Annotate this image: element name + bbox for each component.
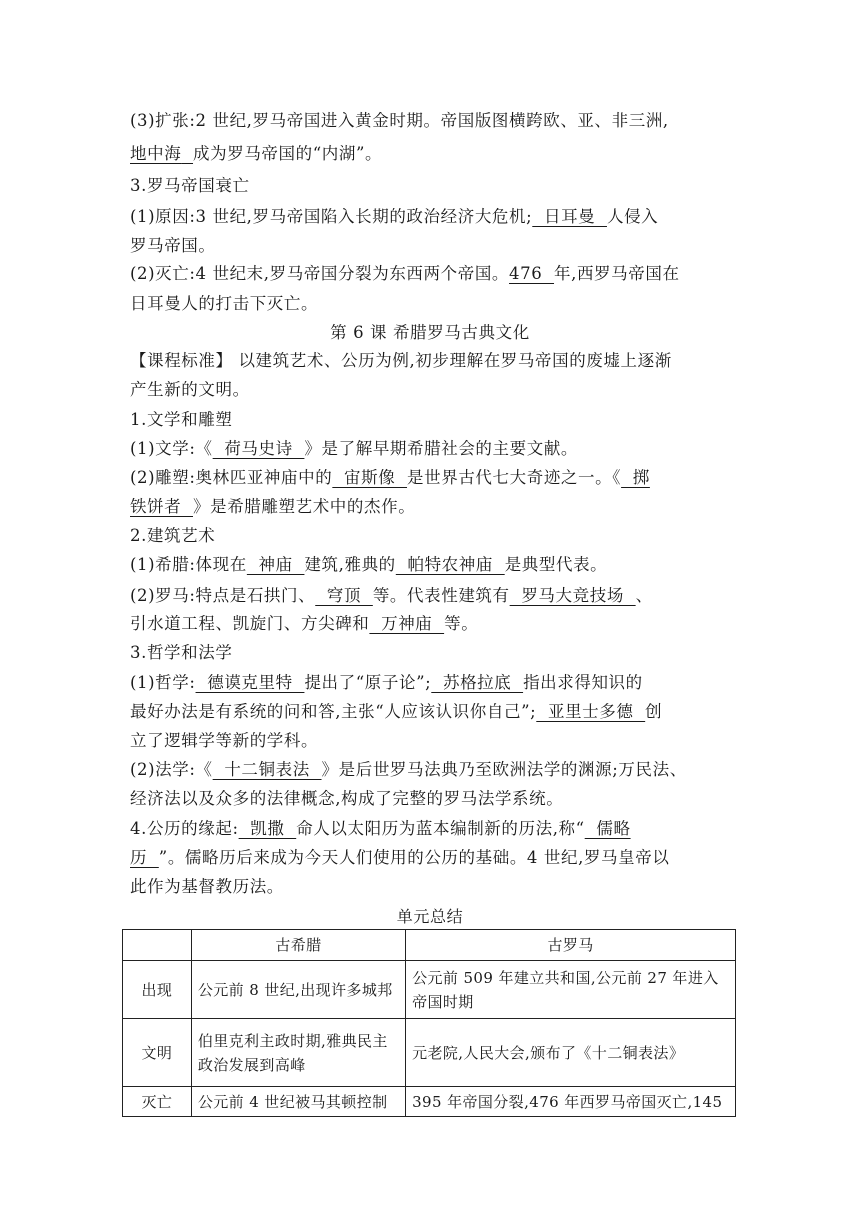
text-segment: 引水道工程、凯旋门、方尖碑和 <box>130 614 370 633</box>
text-segment: 经济法以及众多的法律概念,构成了完整的罗马法学系统。 <box>130 789 564 808</box>
text-segment: (1)希腊:体现在 <box>130 555 247 574</box>
text-line <box>130 817 740 841</box>
text-segment: 提出了“原子论”; <box>304 673 432 692</box>
text-segment: 产生新的文明。 <box>130 380 250 399</box>
text-segment: 最好办法是有系统的问和答,主张“人应该认识你自己”; <box>130 702 537 721</box>
answer-blank: 476 <box>509 264 555 283</box>
text-segment: 、 <box>635 586 653 605</box>
answer-blank: 十二铜表法 <box>212 760 322 779</box>
text-line <box>130 292 740 316</box>
row-label: 灭亡 <box>123 1087 192 1117</box>
text-segment: 等。 <box>444 614 479 633</box>
text-segment: 建筑,雅典的 <box>304 555 396 574</box>
text-segment: 》是后世罗马法典乃至欧洲法学的渊源;万民法、 <box>321 760 687 779</box>
text-line <box>130 174 740 198</box>
answer-blank: 穹顶 <box>315 586 373 605</box>
summary-header-row <box>123 930 736 961</box>
text-segment: (2)雕塑:奥林匹亚神庙中的 <box>130 468 333 487</box>
cell-greece: 公元前 4 世纪被马其顿控制 <box>191 1087 405 1117</box>
text-segment: 3.哲学和法学 <box>130 643 233 662</box>
answer-blank: 历 <box>130 848 159 867</box>
text-line <box>130 875 740 899</box>
text-segment: 命人以太阳历为蓝本编制新的历法,称“ <box>296 819 585 838</box>
text-segment: 日耳曼人的打击下灭亡。 <box>130 294 319 313</box>
text-line <box>130 437 740 461</box>
header-greece: 古希腊 <box>191 930 405 961</box>
text-segment: 人侵入 <box>606 207 659 226</box>
text-line <box>130 495 740 519</box>
text-segment: (1)哲学: <box>130 673 196 692</box>
text-segment: (2)灭亡:4 世纪末,罗马帝国分裂为东西两个帝国。 <box>130 264 510 283</box>
answer-blank: 荷马史诗 <box>212 439 305 458</box>
lesson-title <box>0 321 860 345</box>
answer-blank: 日耳曼 <box>532 207 607 226</box>
answer-blank <box>181 144 193 163</box>
cell-greece: 公元前 8 世纪,出现许多城邦 <box>191 961 405 1019</box>
text-line <box>130 729 740 753</box>
text-line <box>130 109 740 133</box>
text-segment: 3.罗马帝国衰亡 <box>130 176 250 195</box>
text-line <box>130 378 740 402</box>
text-segment: 4.公历的缘起: <box>130 819 239 838</box>
text-segment: 》是了解早期希腊社会的主要文献。 <box>304 439 579 458</box>
cell-rome: 元老院,人民大会,颁布了《十二铜表法》 <box>406 1019 736 1087</box>
answer-blank: 万神庙 <box>369 614 445 633</box>
answer-blank: 地中海 <box>130 144 182 163</box>
text-segment: 【课程标准】 以建筑艺术、公历为例,初步理解在罗马帝国的废墟上逐渐 <box>130 351 672 370</box>
text-segment: 立了逻辑学等新的学科。 <box>130 731 319 750</box>
answer-blank: 掷 <box>621 468 650 487</box>
text-line <box>130 262 740 286</box>
table-row <box>123 1019 736 1087</box>
text-segment: ”。儒略历后来成为今天人们使用的公历的基础。4 世纪,罗马皇帝以 <box>158 848 670 867</box>
text-segment: 罗马帝国。 <box>130 236 216 255</box>
text-segment: 》是希腊雕塑艺术中的杰作。 <box>193 497 416 516</box>
text-segment: 是世界古代七大奇迹之一。《 <box>407 468 622 487</box>
answer-blank: 罗马大竞技场 <box>509 586 636 605</box>
text-segment: 创 <box>645 702 663 721</box>
cell-greece: 伯里克利主政时期,雅典民主政治发展到高峰 <box>191 1019 405 1087</box>
text-segment: 成为罗马帝国的“内湖”。 <box>193 144 383 163</box>
text-segment: 年,西罗马帝国在 <box>554 264 680 283</box>
table-row <box>123 961 736 1019</box>
answer-blank: 铁饼者 <box>130 497 193 516</box>
summary-title: 单元总结 <box>396 907 464 926</box>
text-line <box>130 408 740 432</box>
text-segment: (3)扩张:2 世纪,罗马帝国进入黄金时期。帝国版图横跨欧、亚、非三洲, <box>130 111 669 130</box>
text-segment: 第 6 课 希腊罗马古典文化 <box>330 323 530 342</box>
answer-blank: 德谟克里特 <box>195 673 305 692</box>
answer-blank: 神庙 <box>246 555 305 574</box>
answer-blank: 宙斯像 <box>332 468 408 487</box>
text-segment: 是典型代表。 <box>504 555 608 574</box>
answer-blank: 苏格拉底 <box>431 673 524 692</box>
table-row <box>123 1087 736 1117</box>
text-segment: (1)原因:3 世纪,罗马帝国陷入长期的政治经济大危机; <box>130 207 533 226</box>
text-line <box>130 584 740 608</box>
text-line <box>130 553 740 577</box>
answer-blank: 帕特农神庙 <box>395 555 505 574</box>
text-line <box>130 700 740 724</box>
answer-blank: 凯撒 <box>238 819 297 838</box>
text-line <box>130 466 740 490</box>
cell-rome: 395 年帝国分裂,476 年西罗马帝国灭亡,145 <box>406 1087 736 1117</box>
text-segment: 2.建筑艺术 <box>130 526 216 545</box>
text-line <box>130 846 740 870</box>
text-line <box>130 612 740 636</box>
row-label: 出现 <box>123 961 192 1019</box>
text-segment: 指出求得知识的 <box>523 673 643 692</box>
text-line <box>130 349 740 373</box>
text-line <box>130 142 740 166</box>
header-rome: 古罗马 <box>406 930 736 961</box>
header-blank <box>123 930 192 961</box>
text-line <box>130 205 740 229</box>
text-segment: (2)罗马:特点是石拱门、 <box>130 586 316 605</box>
summary-table <box>122 929 736 1117</box>
text-segment: 1.文学和雕塑 <box>130 410 233 429</box>
cell-rome: 公元前 509 年建立共和国,公元前 27 年进入帝国时期 <box>406 961 736 1019</box>
text-segment: (1)文学:《 <box>130 439 213 458</box>
answer-blank: 亚里士多德 <box>536 702 646 721</box>
text-line <box>130 787 740 811</box>
answer-blank: 儒略 <box>584 819 631 838</box>
text-segment: (2)法学:《 <box>130 760 213 779</box>
text-segment: 此作为基督教历法。 <box>130 877 284 896</box>
text-line <box>130 234 740 258</box>
text-line <box>130 671 740 695</box>
row-label: 文明 <box>123 1019 192 1087</box>
text-segment: 等。代表性建筑有 <box>372 586 510 605</box>
text-line <box>130 524 740 548</box>
text-line <box>130 758 740 782</box>
text-line <box>130 641 740 665</box>
